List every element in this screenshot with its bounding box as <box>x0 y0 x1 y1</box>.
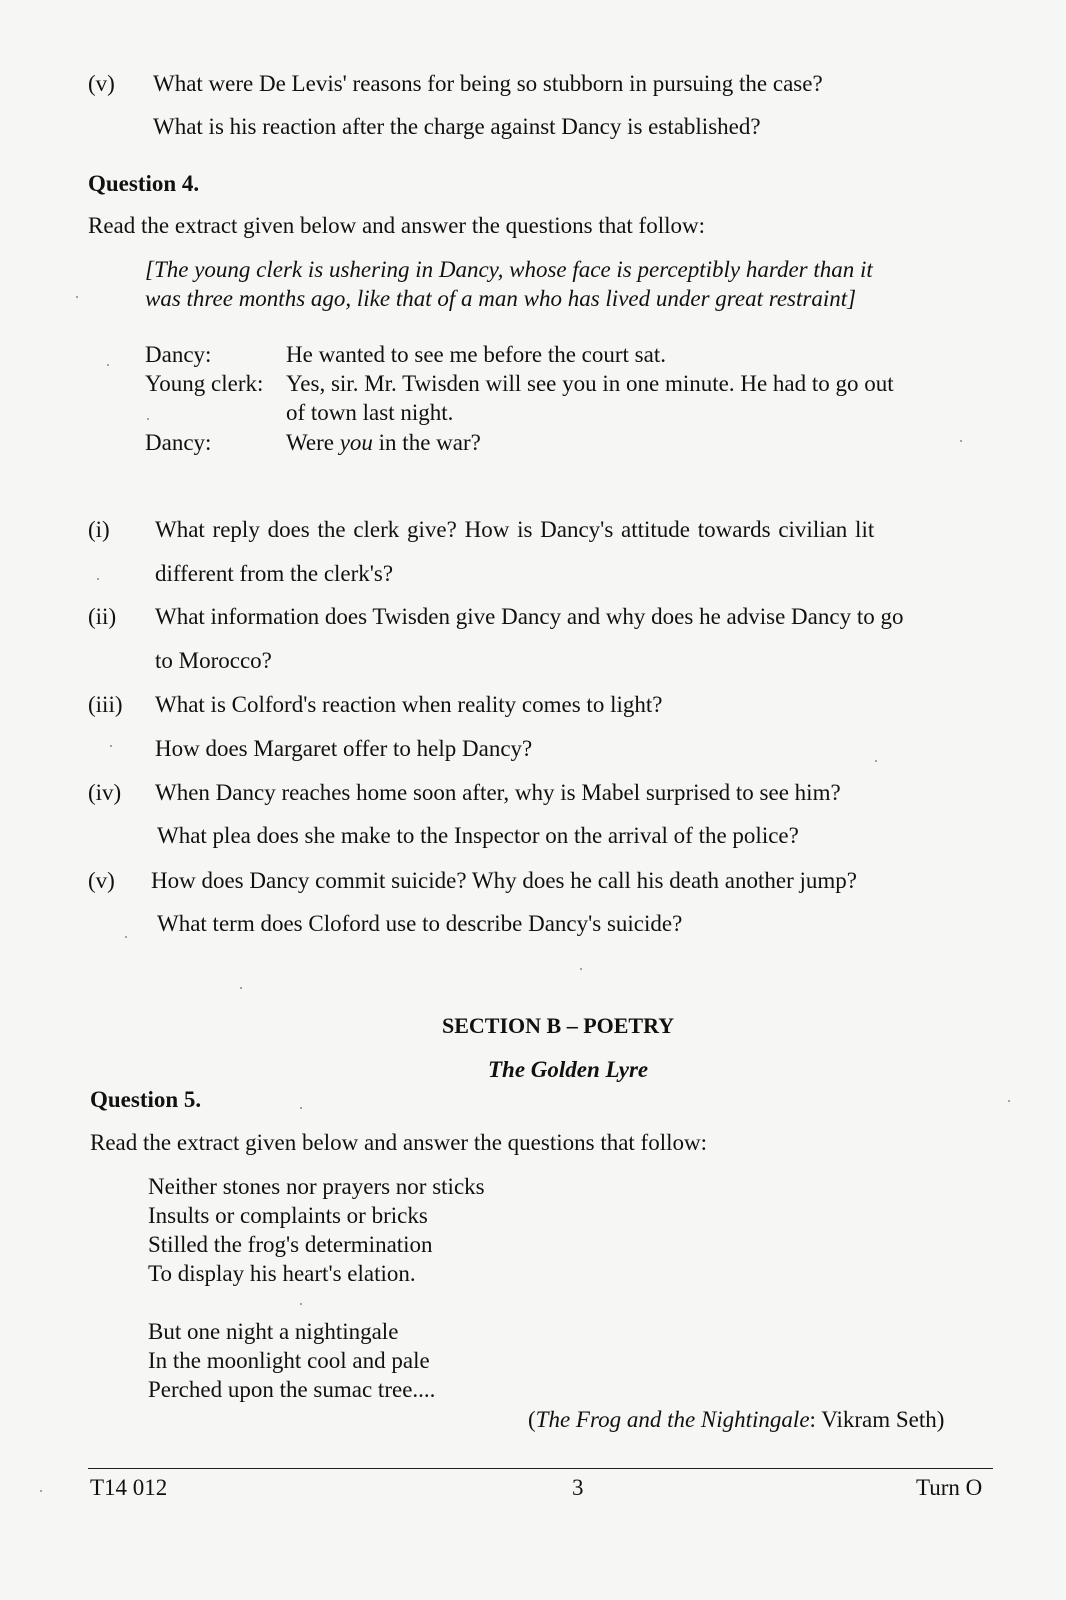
question-number: (v) <box>88 71 115 96</box>
paper-code: T14 012 <box>90 1475 168 1500</box>
scan-speck <box>107 364 109 366</box>
instruction: Read the extract given below and answer the questions that follow: <box>88 213 705 238</box>
scan-speck <box>97 578 99 580</box>
stage-direction: [The young clerk is ushering in Dancy, whose face is perceptibly harder than it <box>145 257 873 282</box>
speaker: Dancy: <box>145 430 212 455</box>
scan-speck <box>76 296 78 298</box>
citation: (The Frog and the Nightingale: Vikram Seth) <box>528 1407 945 1432</box>
scan-speck <box>580 968 582 970</box>
speaker: Dancy: <box>145 342 212 367</box>
scan-speck <box>125 936 127 938</box>
instruction: Read the extract given below and answer the questions that follow: <box>90 1130 707 1155</box>
question-text: What term does Cloford use to describe Dancy's suicide? <box>157 911 683 936</box>
question-text: How does Margaret offer to help Dancy? <box>155 736 533 761</box>
question-heading: Question 4. <box>88 171 200 196</box>
question-text: What were De Levis' reasons for being so stubborn in pursuing the case? <box>153 71 823 96</box>
dialogue-line: Were you in the war? <box>286 430 481 455</box>
footer-divider <box>88 1468 993 1469</box>
poem-line: To display his heart's elation. <box>148 1261 416 1286</box>
question-text: What reply does the clerk give? How is Dancy's attitude towards civilian lit <box>155 517 875 542</box>
section-subtitle: The Golden Lyre <box>488 1057 649 1082</box>
question-number: (ii) <box>88 604 117 629</box>
poem-line: Insults or complaints or bricks <box>148 1203 428 1228</box>
poem-line: But one night a nightingale <box>148 1319 399 1344</box>
speaker: Young clerk: <box>145 371 264 396</box>
section-title: SECTION B – POETRY <box>442 1013 675 1038</box>
dialogue-line: of town last night. <box>286 400 454 425</box>
scan-speck <box>147 418 149 420</box>
poem-line: Stilled the frog's determination <box>148 1232 433 1257</box>
question-number: (iii) <box>88 692 123 717</box>
turn-over: Turn O <box>916 1475 983 1500</box>
question-number: (iv) <box>88 780 122 805</box>
scan-speck <box>1008 1100 1010 1102</box>
scan-speck <box>300 1107 302 1109</box>
scan-speck <box>240 987 242 989</box>
dialogue-line: He wanted to see me before the court sat. <box>286 342 666 367</box>
question-text: How does Dancy commit suicide? Why does he call his death another jump? <box>151 868 857 893</box>
page-number: 3 <box>572 1475 584 1500</box>
scan-speck <box>40 1490 42 1492</box>
scan-speck <box>960 440 962 442</box>
poem-line: In the moonlight cool and pale <box>148 1348 430 1373</box>
poem-line: Perched upon the sumac tree.... <box>148 1377 436 1402</box>
scan-speck <box>875 760 877 762</box>
question-number: (v) <box>88 868 115 893</box>
stage-direction: was three months ago, like that of a man who has lived under great restraint] <box>145 286 857 311</box>
question-text: What information does Twisden give Dancy and why does he advise Dancy to go <box>155 604 904 629</box>
question-text: to Morocco? <box>155 648 272 673</box>
dialogue-line: Yes, sir. Mr. Twisden will see you in one minute. He had to go out <box>286 371 894 396</box>
scan-speck <box>300 1303 302 1305</box>
scan-speck <box>110 745 112 747</box>
question-text: What plea does she make to the Inspector on the arrival of the police? <box>157 823 799 848</box>
question-text: When Dancy reaches home soon after, why is Mabel surprised to see him? <box>155 780 841 805</box>
question-text: What is his reaction after the charge against Dancy is established? <box>153 114 761 139</box>
question-number: (i) <box>88 517 110 542</box>
question-text: What is Colford's reaction when reality comes to light? <box>155 692 663 717</box>
poem-line: Neither stones nor prayers nor sticks <box>148 1174 485 1199</box>
question-heading: Question 5. <box>90 1087 202 1112</box>
question-text: different from the clerk's? <box>155 561 394 586</box>
